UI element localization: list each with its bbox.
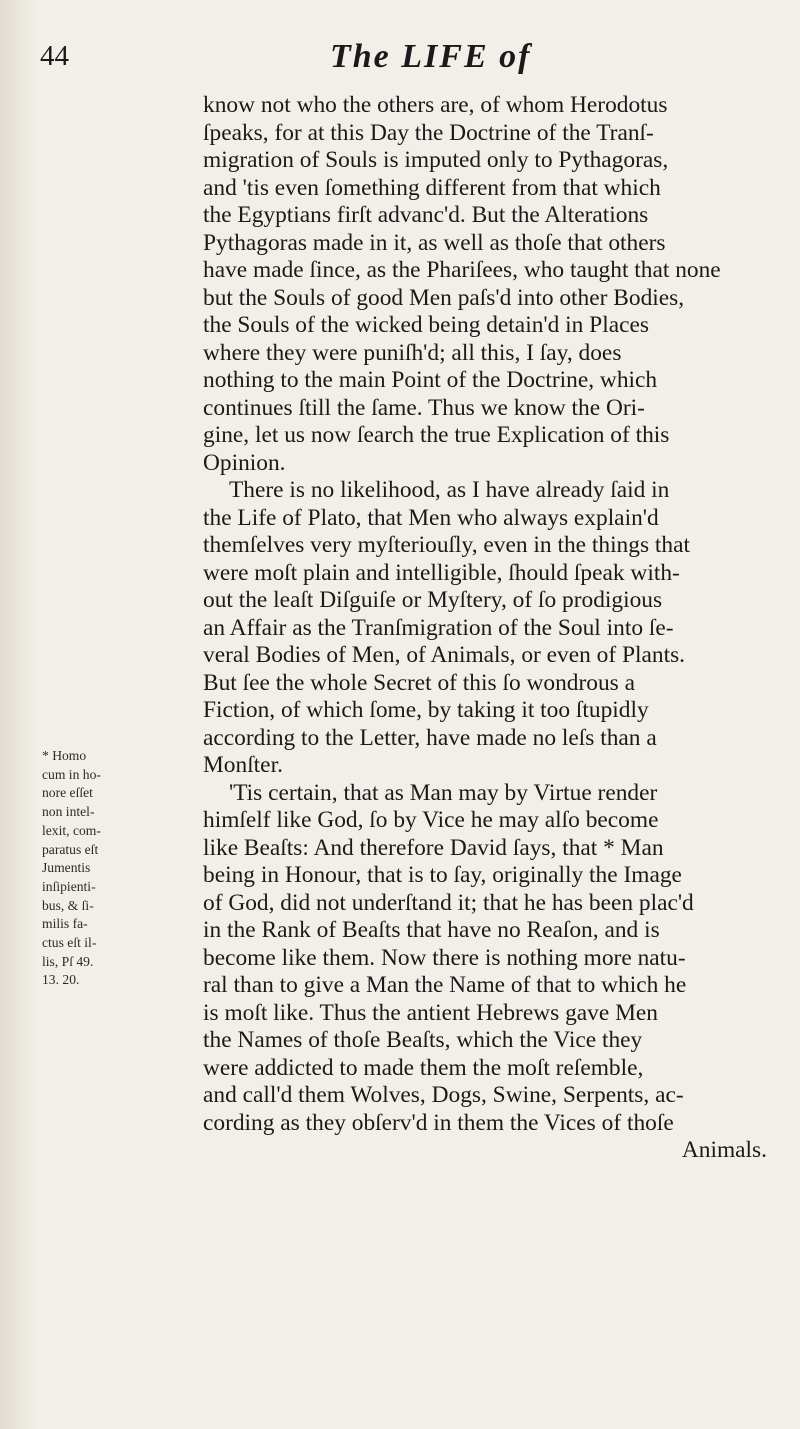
page-number: 44 [40, 40, 69, 72]
text-line: were moſt plain and intelligible, ſhould ſpeak with- [203, 559, 680, 586]
marginal-line: Jumentis [42, 860, 91, 876]
text-line: ral than to give a Man the Name of that to which he [203, 972, 687, 998]
text-line: There is no likelihood, as I have already ſaid in [229, 477, 670, 503]
text-line: Fiction, of which ſome, by taking it too ſtupidly [203, 697, 649, 723]
text-line: being in Honour, that is to ſay, originally the Image [203, 862, 682, 888]
text-line: the Life of Plato, that Men who always explain'd [203, 504, 659, 531]
text-line: Animals. [681, 1137, 767, 1163]
marginal-line: inſipienti- [42, 878, 96, 894]
text-line: veral Bodies of Men, of Animals, or even of Plants. [203, 642, 686, 668]
marginal-line: ctus eſt il- [42, 935, 97, 951]
text-line: become like them. Now there is nothing more natu- [203, 944, 686, 971]
text-line: were addicted to made them the moſt reſemble, [203, 1054, 644, 1081]
text-line: himſelf like God, ſo by Vice he may alſo become [203, 807, 659, 833]
text-line: is moſt like. Thus the antient Hebrews gave Men [203, 999, 658, 1026]
marginal-line: non intel- [42, 804, 95, 820]
text-line: in the Rank of Beaſts that have no Reaſon, and is [203, 917, 660, 943]
text-line: and 'tis even ſomething different from that which [203, 174, 661, 201]
running-title: The LIFE of [330, 38, 532, 75]
text-line: of God, did not underſtand it; that he has been plac'd [203, 889, 694, 916]
text-line: Pythagoras made in it, as well as thoſe that others [203, 229, 666, 256]
text-line: cording as they obſerv'd in them the Vices of thoſe [203, 1109, 674, 1136]
text-line: But ſee the whole Secret of this ſo wondrous a [203, 669, 635, 696]
marginal-line: * Homo [42, 748, 87, 763]
marginal-line: paratus eſt [42, 841, 99, 857]
text-line: themſelves very myſteriouſly, even in the things that [203, 532, 690, 558]
text-line: Monſter. [203, 752, 283, 778]
marginal-line: 13. 20. [42, 972, 80, 988]
text-line: nothing to the main Point of the Doctrine, which [203, 367, 658, 393]
page-header [0, 38, 800, 88]
text-line: gine, let us now ſearch the true Explication of this [203, 422, 670, 448]
text-line: migration of Souls is imputed only to Pythagoras, [203, 147, 669, 173]
marginal-line: nore eſſet [42, 785, 93, 801]
text-line: the Names of thoſe Beaſts, which the Vice they [203, 1027, 643, 1053]
body-text [203, 92, 793, 1165]
text-line: have made ſince, as the Phariſees, who taught that none [203, 257, 721, 283]
text-line: ſpeaks, for at this Day the Doctrine of the Tranſ- [203, 119, 654, 146]
text-line: Opinion. [203, 449, 286, 476]
text-line: where they were puniſh'd; all this, I ſay, does [203, 339, 622, 366]
text-line: 'Tis certain, that as Man may by Virtue render [229, 779, 658, 806]
text-line: know not who the others are, of whom Herodotus [203, 92, 668, 118]
text-line: but the Souls of good Men paſs'd into other Bodies, [203, 284, 685, 311]
marginal-note [42, 747, 202, 990]
page-edge-shadow [0, 0, 38, 1429]
text-line: according to the Letter, have made no leſs than a [203, 724, 657, 751]
text-line: continues ſtill the ſame. Thus we know the Ori- [203, 394, 645, 421]
text-line: like Beaſts: And therefore David ſays, that * Man [203, 834, 664, 861]
marginal-line: lis, Pſ 49. [42, 953, 94, 969]
text-line: and call'd them Wolves, Dogs, Swine, Serpents, ac- [203, 1082, 684, 1108]
marginal-line: lexit, com- [42, 822, 101, 838]
marginal-line: cum in ho- [42, 766, 101, 782]
text-line: the Egyptians firſt advanc'd. But the Alterations [203, 202, 649, 228]
text-line: out the leaſt Diſguiſe or Myſtery, of ſo prodigious [203, 587, 663, 613]
text-line: an Affair as the Tranſmigration of the Soul into ſe- [203, 614, 674, 641]
text-line: the Souls of the wicked being detain'd in Places [203, 312, 649, 338]
marginal-line: milis fa- [42, 916, 88, 932]
marginal-line: bus, & ſi- [42, 897, 94, 913]
